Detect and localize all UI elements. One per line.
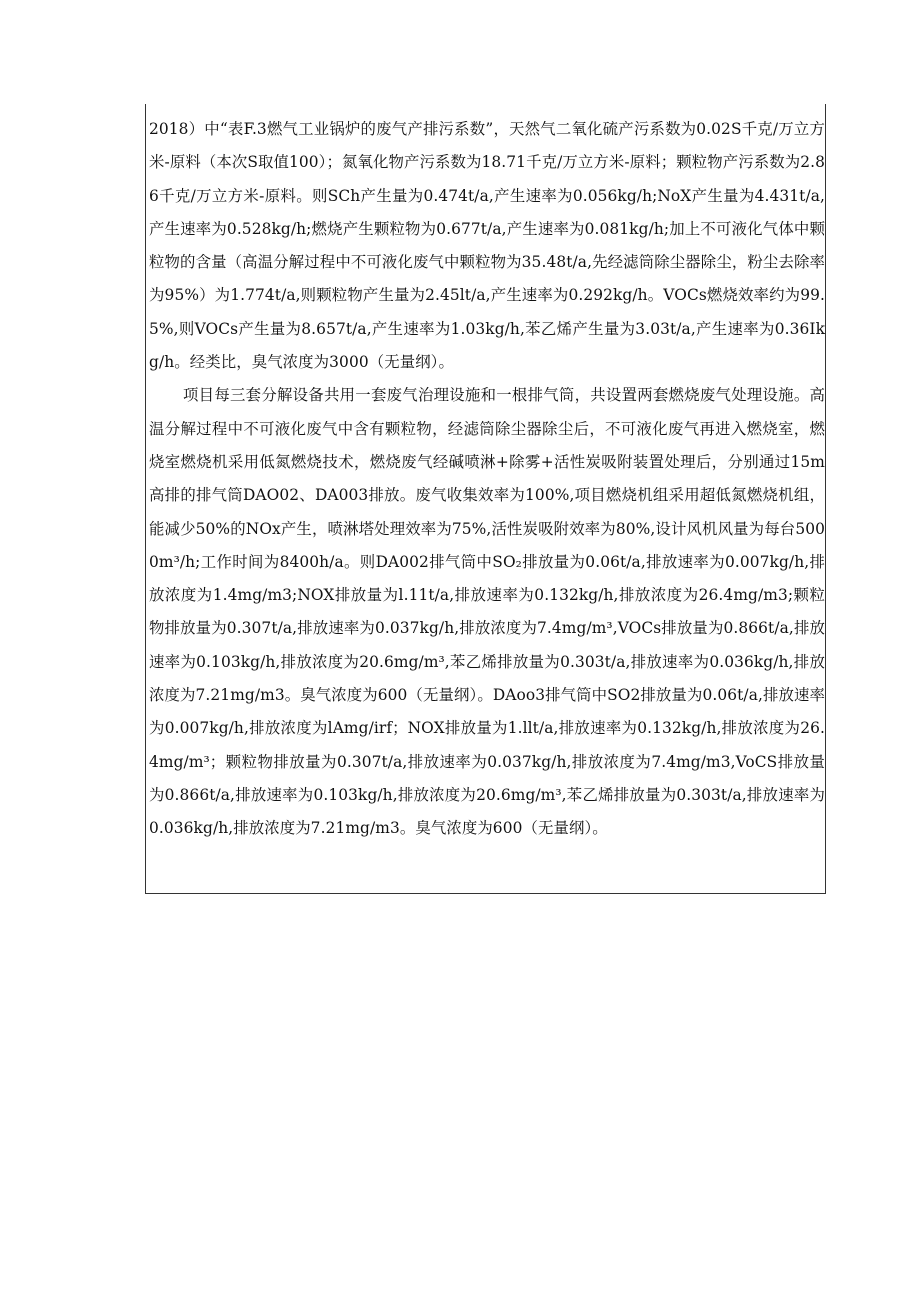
paragraph-treatment-facilities: 项目每三套分解设备共用一套废气治理设施和一根排气筒，共设置两套燃烧废气处理设施。高温分解过程中不可液化废气中含有颗粒物，经滤筒除尘器除尘后，不可液化废气再进入燃烧室，燃烧室燃烧机采用低氮燃烧技术，燃烧废气经碱喷淋+除雾+活性炭吸附装置处理后，分别通过15m高排的排气筒DAO02、DA003排放。废气收集效率为100%,项目燃烧机组采用超低氮燃烧机组，能减少50%的NOx产生，喷淋塔处理效率为75%,活性炭吸附效率为80%,设计风机风量为每台5000m³/h;工作时间为8400h/a。则DA002排气筒中SO₂排放量为0.06t/a,排放速率为0.007kg/h,排放浓度为1.4mg/m3;NOX排放量为l.11t/a,排放速率为0.132kg/h,排放浓度为26.4mg/m3;颗粒物排放量为0.307t/a,排放速率为0.037kg/h,排放浓度为7.4mg/m³,VOCs排放量为0.866t/a,排放速率为0.103kg/h,排放浓度为20.6mg/m³,苯乙烯排放量为0.303t/a,排放速率为0.036kg/h,排放浓度为7.21mg/m3。臭气浓度为600（无量纲）。DAoo3排气筒中SO2排放量为0.06t/a,排放速率为0.007kg/h,排放浓度为lAmg/irf；NOX排放量为1.llt/a,排放速率为0.132kg/h,排放浓度为26.4mg/m³；颗粒物排放量为0.307t/a,排放速率为0.037kg/h,排放浓度为7.4mg/m3,VoCS排放量为0.866t/a,排放速率为0.103kg/h,排放浓度为20.6mg/m³,苯乙烯排放量为0.303t/a,排放速率为0.036kg/h,排放浓度为7.21mg/m3。臭气浓度为600（无量纲）。 (149, 386, 825, 838)
table-cell (145, 104, 826, 894)
cell-content (149, 113, 825, 846)
paragraph-emission-factors: 2018）中“表F.3燃气工业锅炉的废气产排污系数”，天然气二氧化硫产污系数为0.02S千克/万立方米-原料（本次S取值100）；氮氧化物产污系数为18.71千克/万立方米-原料；颗粒物产污系数为2.86千克/万立方米-原料。则SCh产生量为0.474t/a,产生速率为0.056kg/h;NoX产生量为4.431t/a,产生速率为0.528kg/h;燃烧产生颗粒物为0.677t/a,产生速率为0.081kg/h;加上不可液化气体中颗粒物的含量（高温分解过程中不可液化废气中颗粒物为35.48t/a,先经滤筒除尘器除尘，粉尘去除率为95%）为1.774t/a,则颗粒物产生量为2.45lt/a,产生速率为0.292kg/h。VOCs燃烧效率约为99.5%,则VOCs产生量为8.657t/a,产生速率为1.03kg/h,苯乙烯产生量为3.03t/a,产生速率为0.36Ikg/h。经类比，臭气浓度为3000（无量纲）。 (149, 120, 825, 372)
